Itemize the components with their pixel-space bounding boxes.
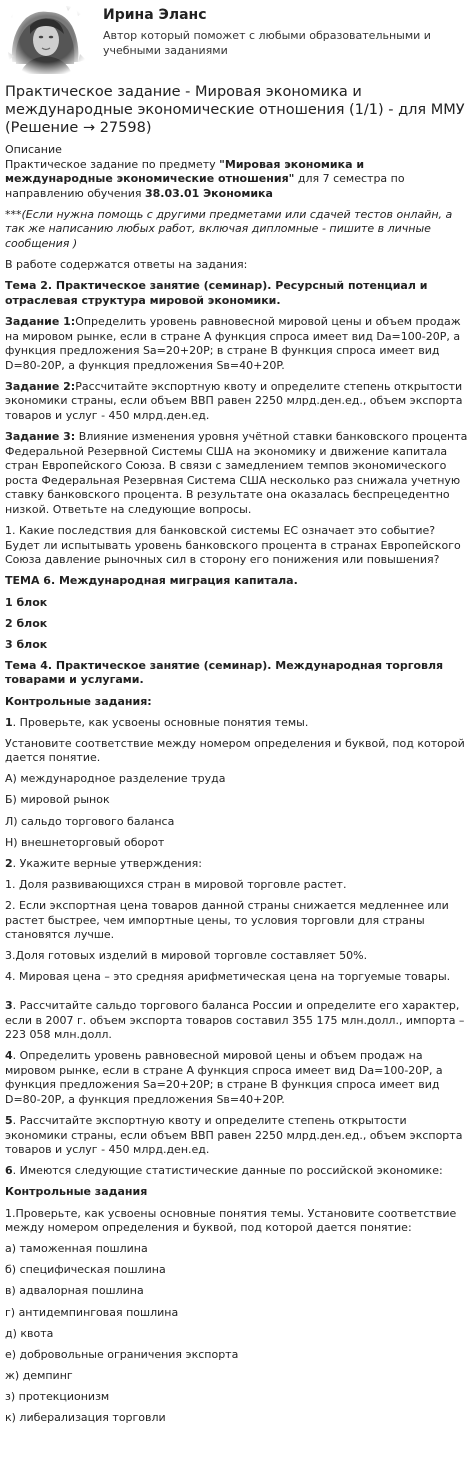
task-2-text: Рассчитайте экспортную квоту и определите степень открытости экономики страны, если объем ВВП равен 2250 млрд.ден.ед., объем экспорта товаров и услуг - 450 млрд.ден.ед. <box>5 379 463 422</box>
item-4-text: . Определить уровень равновесной мировой цены и объем продаж на мировом рынке, если в стране А функция спроса имеет вид Da=100-20P, а функция предложения Sa=20+20P; в стране В функция спроса имеет вид D=80-20P, а функция предложения Sв=40+20P. <box>5 1049 443 1106</box>
item-4-num: 4 <box>5 1049 13 1063</box>
task-1-text: Определить уровень равновесной мировой цены и объем продаж на мировом рынке, если в стране А функция спроса имеет вид Da=100-20P, а функция предложения Sa=20+20P; в стране В функция спроса имеет вид D=80-20P, а функция предложения Sв=40+20P. <box>5 314 461 372</box>
task-2 <box>5 380 468 424</box>
concept-item: А) международное разделение труда <box>5 772 226 786</box>
concept-item: в) адвалорная пошлина <box>5 1284 144 1298</box>
match-instruction-2: 1.Проверьте, как усвоены основные понятия темы. Установите соответствие между номером определения и буквой, под которой дается понятие: <box>5 1206 457 1235</box>
page-title: Практическое задание - Мировая экономика и международные экономические отношения (1/1) - для ММУ (Решение → 27598) <box>5 84 465 136</box>
control-tasks-heading-2: Контрольные задания <box>5 1185 148 1199</box>
intro-paragraph <box>5 158 468 202</box>
task-3-label: Задание 3: <box>5 430 76 444</box>
concept-item: г) антидемпинговая пошлина <box>5 1305 179 1319</box>
statement-item: 2. Если экспортная цена товаров данной страны снижается медленнее или растет быстрее, чем импортные цены, то условия торговли для страны становятся лучше. <box>5 898 449 942</box>
block-1: 1 блок <box>5 595 48 609</box>
intro-direction: 38.03.01 Экономика <box>144 186 273 200</box>
item-2-text: . Укажите верные утверждения: <box>12 856 202 870</box>
document-body <box>0 83 474 1426</box>
concept-item: ж) демпинг <box>5 1368 73 1382</box>
topic-2-heading: Тема 2. Практическое занятие (семинар). Ресурсный потенциал и отраслевая структура мировой экономики. <box>5 279 428 307</box>
item-1-num: 1 <box>5 715 13 729</box>
author-avatar-icon <box>6 4 88 74</box>
task-1-label: Задание 1: <box>5 314 76 328</box>
item-6-num: 6 <box>5 1164 13 1178</box>
description-label: Описание <box>5 143 62 156</box>
match-instruction: Установите соответствие между номером определения и буквой, под которой дается понятие. <box>5 736 465 765</box>
item-5-num: 5 <box>5 1114 13 1128</box>
item-2 <box>5 857 468 872</box>
item-6 <box>5 1164 468 1179</box>
concept-item: Н) внешнеторговый оборот <box>5 835 165 849</box>
task-3-text: Влияние изменения уровня учётной ставки банковского процента Федеральной Резервной Системы США на экономику и движение капитала стран Европейского Союза. В связи с замедлением темпов экономического роста Федеральная Резервная Система США несколько раз снижала учетную ставку банковского процента. В результате она оказалась беспрецедентно низкой. Ответьте на следующие вопросы. <box>5 430 468 517</box>
concept-item: а) таможенная пошлина <box>5 1242 148 1256</box>
concept-item: е) добровольные ограничения экспорта <box>5 1347 239 1361</box>
author-header <box>0 0 474 76</box>
statement-item: 4. Мировая цена – это средняя арифметическая цена на торгуемые товары. <box>5 970 451 984</box>
item-3 <box>5 999 468 1043</box>
concept-item: б) специфическая пошлина <box>5 1263 166 1277</box>
item-2-num: 2 <box>5 856 13 870</box>
statement-item: 1. Доля развивающихся стран в мировой торговле растет. <box>5 877 347 891</box>
concept-item: к) либерализация торговли <box>5 1410 166 1424</box>
item-5 <box>5 1114 468 1158</box>
item-1-text: . Проверьте, как усвоены основные понятия темы. <box>12 715 309 729</box>
intro-subject: "Мировая экономика и международные экономические отношения" <box>5 157 365 186</box>
author-name[interactable]: Ирина Эланс <box>103 7 207 23</box>
item-3-num: 3 <box>5 998 13 1012</box>
task-3 <box>5 430 468 518</box>
answers-intro: В работе содержатся ответы на задания: <box>5 258 248 272</box>
task-2-label: Задание 2: <box>5 379 76 393</box>
intro-mid: для 7 семестра по направлению обучения <box>5 172 405 200</box>
concept-item: д) квота <box>5 1326 54 1340</box>
item-3-text: . Рассчитайте сальдо торгового баланса России и определите его характер, если в 2007 г. объем экспорта товаров составил 355 175 млн.долл., импорта – 223 058 млн.долл. <box>5 998 465 1042</box>
concept-item: з) протекционизм <box>5 1389 110 1403</box>
item-6-text: . Имеются следующие статистические данные по российской экономике: <box>12 1164 443 1178</box>
concept-item: Б) мировой рынок <box>5 793 110 807</box>
help-note: ***(Если нужна помощь с другими предметами или сдачей тестов онлайн, а так же написанию любых работ, включая дипломные - пишите в личные сообщения ) <box>5 207 453 251</box>
topic-6-heading: ТЕМА 6. Международная миграция капитала. <box>5 574 298 588</box>
topic-4-heading: Тема 4. Практическое занятие (семинар). Международная торговля товарами и услугами. <box>5 658 444 687</box>
control-tasks-heading-1: Контрольные задания: <box>5 694 152 708</box>
author-bio: Автор который поможет с любыми образовательными и учебными заданиями <box>103 29 431 57</box>
block-2: 2 блок <box>5 616 48 630</box>
statement-item: 3.Доля готовых изделий в мировой торговле составляет 50%. <box>5 949 368 963</box>
item-1 <box>5 716 468 731</box>
item-4 <box>5 1049 468 1107</box>
intro-pre: Практическое задание по предмету <box>5 157 220 171</box>
concept-item: Л) сальдо торгового баланса <box>5 814 175 828</box>
question-1: 1. Какие последствия для банковской системы ЕС означает это событие? Будет ли испытывать уровень банковского процента в странах Европейского Союза давление рыночных сил в сторону его понижения или повышения? <box>5 524 461 567</box>
task-1 <box>5 315 468 373</box>
block-3: 3 блок <box>5 637 48 651</box>
item-5-text: . Рассчитайте экспортную квоту и определите степень открытости экономики страны, если объем ВВП равен 2250 млрд.ден.ед., объем экспорта товаров и услуг - 450 млрд.ден.ед. <box>5 1114 463 1157</box>
